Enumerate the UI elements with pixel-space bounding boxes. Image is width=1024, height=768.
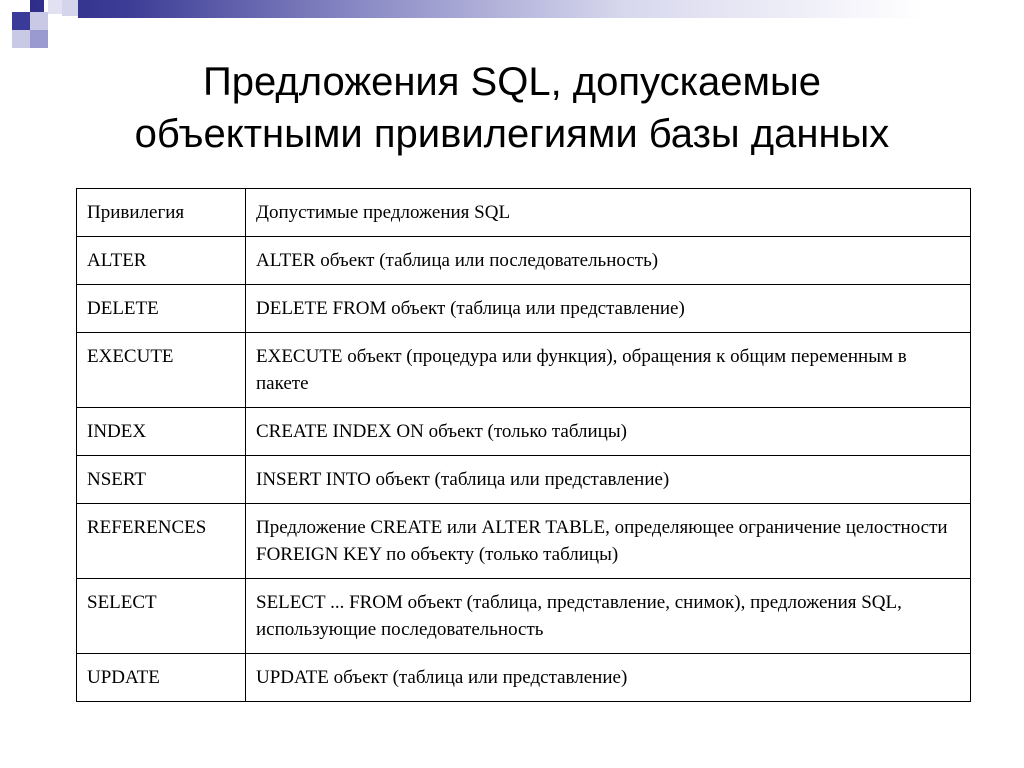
decorative-square bbox=[30, 12, 48, 30]
decorative-square bbox=[62, 0, 78, 16]
statements-cell: UPDATE объект (таблица или представление) bbox=[246, 654, 971, 702]
privilege-cell: SELECT bbox=[77, 579, 246, 654]
header-band-mask bbox=[30, 18, 1024, 48]
privilege-cell: INDEX bbox=[77, 408, 246, 456]
privilege-cell: NSERT bbox=[77, 456, 246, 504]
table-row bbox=[77, 333, 971, 408]
slide-title bbox=[40, 56, 984, 160]
table-row bbox=[77, 504, 971, 579]
statements-cell: Предложение CREATE или ALTER TABLE, определяющее ограничение целостности FOREIGN KEY по объекту (только таблицы) bbox=[246, 504, 971, 579]
slide-title-line-2: объектными привилегиями базы данных bbox=[134, 112, 890, 156]
privilege-cell: REFERENCES bbox=[77, 504, 246, 579]
table-row bbox=[77, 579, 971, 654]
table-row bbox=[77, 237, 971, 285]
decorative-square bbox=[12, 12, 30, 30]
privilege-cell: EXECUTE bbox=[77, 333, 246, 408]
table-row bbox=[77, 408, 971, 456]
privilege-cell: UPDATE bbox=[77, 654, 246, 702]
table-header-row bbox=[77, 189, 971, 237]
statements-cell: ALTER объект (таблица или последовательность) bbox=[246, 237, 971, 285]
header-cell-privilege: Привилегия bbox=[77, 189, 246, 237]
table-row bbox=[77, 456, 971, 504]
slide-title-line-1: Предложения SQL, допускаемые bbox=[203, 60, 821, 104]
statements-cell: EXECUTE объект (процедура или функция), обращения к общим переменным в пакете bbox=[246, 333, 971, 408]
statements-cell: CREATE INDEX ON объект (только таблицы) bbox=[246, 408, 971, 456]
decorative-square bbox=[12, 30, 30, 48]
privileges-table bbox=[76, 188, 971, 702]
decorative-square bbox=[30, 30, 48, 48]
table-row bbox=[77, 285, 971, 333]
table-row bbox=[77, 654, 971, 702]
statements-cell: INSERT INTO объект (таблица или представление) bbox=[246, 456, 971, 504]
privilege-cell: DELETE bbox=[77, 285, 246, 333]
privilege-cell: ALTER bbox=[77, 237, 246, 285]
statements-cell: SELECT ... FROM объект (таблица, представление, снимок), предложения SQL, использующие последовательность bbox=[246, 579, 971, 654]
decorative-square bbox=[48, 0, 62, 14]
statements-cell: DELETE FROM объект (таблица или представление) bbox=[246, 285, 971, 333]
privileges-table-container bbox=[76, 188, 971, 702]
header-cell-statements: Допустимые предложения SQL bbox=[246, 189, 971, 237]
